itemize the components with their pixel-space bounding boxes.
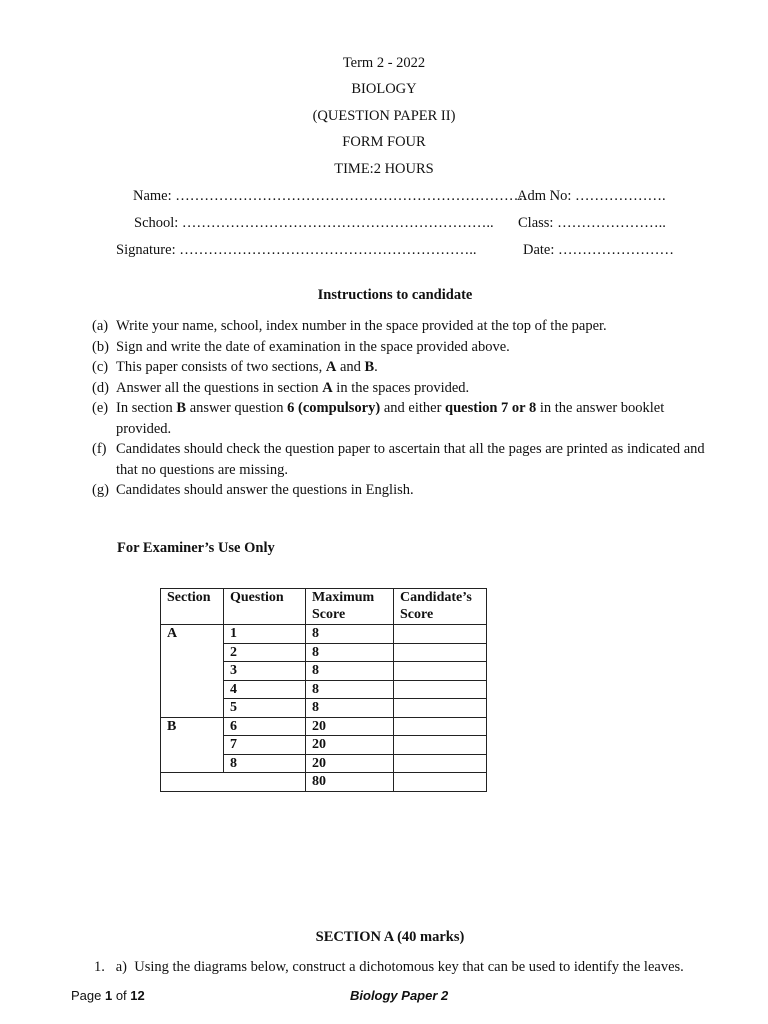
footer-paper-title: Biology Paper 2 — [350, 988, 449, 1003]
header-max-score: Maximum Score — [306, 589, 394, 625]
instructions-list — [92, 316, 712, 501]
instruction-item — [92, 480, 712, 501]
signature-field[interactable]: Signature: …………………………………………………….. — [116, 242, 477, 258]
section-cell: B — [161, 717, 224, 773]
candidate-score-cell[interactable] — [394, 643, 487, 662]
max-score-cell: 8 — [306, 662, 394, 681]
adm-no-field[interactable]: Adm No: ………………. — [517, 188, 666, 204]
instruction-item — [92, 316, 712, 337]
candidate-score-cell[interactable] — [394, 736, 487, 755]
table-row — [161, 625, 487, 644]
question-cell: 7 — [224, 736, 306, 755]
section-cell: A — [161, 625, 224, 718]
question-cell: 1 — [224, 625, 306, 644]
time-line: TIME:2 HOURS — [334, 161, 434, 177]
instruction-text: Candidates should answer the questions in English. — [116, 482, 414, 498]
instruction-label: (g) — [92, 482, 109, 498]
instruction-item — [92, 378, 712, 399]
instructions-title: Instructions to candidate — [317, 287, 473, 303]
max-score-cell: 8 — [306, 680, 394, 699]
candidate-score-cell[interactable] — [394, 754, 487, 773]
instruction-text: Answer all the questions in section A in the spaces provided. — [116, 379, 470, 396]
instruction-item — [92, 439, 712, 480]
max-score-cell: 20 — [306, 754, 394, 773]
page-number: Page 1 of 12 — [71, 988, 145, 1003]
paper-title: (QUESTION PAPER II) — [312, 108, 456, 124]
max-score-cell: 8 — [306, 699, 394, 718]
table-row — [161, 717, 487, 736]
question-cell: 3 — [224, 662, 306, 681]
subject-title: BIOLOGY — [351, 81, 417, 97]
instruction-text: This paper consists of two sections, A and B. — [116, 359, 378, 375]
question-cell: 8 — [224, 754, 306, 773]
score-table — [160, 588, 487, 792]
candidate-score-cell[interactable] — [394, 625, 487, 644]
question-cell: 2 — [224, 643, 306, 662]
term-line: Term 2 - 2022 — [342, 55, 426, 71]
max-score-cell: 8 — [306, 643, 394, 662]
instruction-label: (a) — [92, 318, 109, 334]
name-field[interactable]: Name: ……………………………………………………………… — [133, 188, 524, 204]
candidate-score-cell[interactable] — [394, 662, 487, 681]
instruction-label: (e) — [92, 400, 109, 416]
instruction-label: (c) — [92, 359, 109, 375]
instruction-text: Write your name, school, index number in the space provided at the top of the paper. — [116, 318, 607, 334]
instruction-item — [92, 337, 712, 358]
total-score-cell: 80 — [306, 773, 394, 792]
class-field[interactable]: Class: ………………….. — [518, 215, 666, 231]
instruction-text: In section B answer question 6 (compulsory) and either question 7 or 8 in the answer booklet provided. — [116, 400, 665, 437]
question-cell: 6 — [224, 717, 306, 736]
instruction-text: Candidates should check the question paper to ascertain that all the pages are printed as indicated and that no questions are missing. — [116, 441, 705, 478]
table-total-row — [161, 773, 487, 792]
examiner-use-title: For Examiner’s Use Only — [117, 540, 275, 556]
header-section: Section — [161, 589, 224, 625]
form-line: FORM FOUR — [342, 134, 426, 150]
question-cell: 4 — [224, 680, 306, 699]
instruction-label: (f) — [92, 441, 107, 457]
header-candidate-score: Candidate’s Score — [394, 589, 487, 625]
header-question: Question — [224, 589, 306, 625]
instruction-label: (b) — [92, 338, 109, 355]
candidate-score-cell[interactable] — [394, 717, 487, 736]
candidate-score-cell[interactable] — [394, 680, 487, 699]
max-score-cell: 8 — [306, 625, 394, 644]
candidate-total-cell[interactable] — [394, 773, 487, 792]
candidate-score-cell[interactable] — [394, 699, 487, 718]
date-field[interactable]: Date: …………………… — [523, 242, 675, 258]
instruction-item — [92, 357, 712, 378]
instruction-text: Sign and write the date of examination in the space provided above. — [116, 338, 510, 355]
max-score-cell: 20 — [306, 717, 394, 736]
max-score-cell: 20 — [306, 736, 394, 755]
school-field[interactable]: School: ……………………………………………………….. — [134, 215, 494, 231]
table-header-row — [161, 589, 487, 625]
question-cell: 5 — [224, 699, 306, 718]
section-a-title: SECTION A (40 marks) — [315, 929, 465, 945]
total-label-cell — [161, 773, 306, 792]
instruction-label: (d) — [92, 379, 109, 396]
instruction-item — [92, 398, 712, 439]
question-1a: 1. a) Using the diagrams below, construct a dichotomous key that can be used to identify the leaves. — [94, 959, 684, 975]
